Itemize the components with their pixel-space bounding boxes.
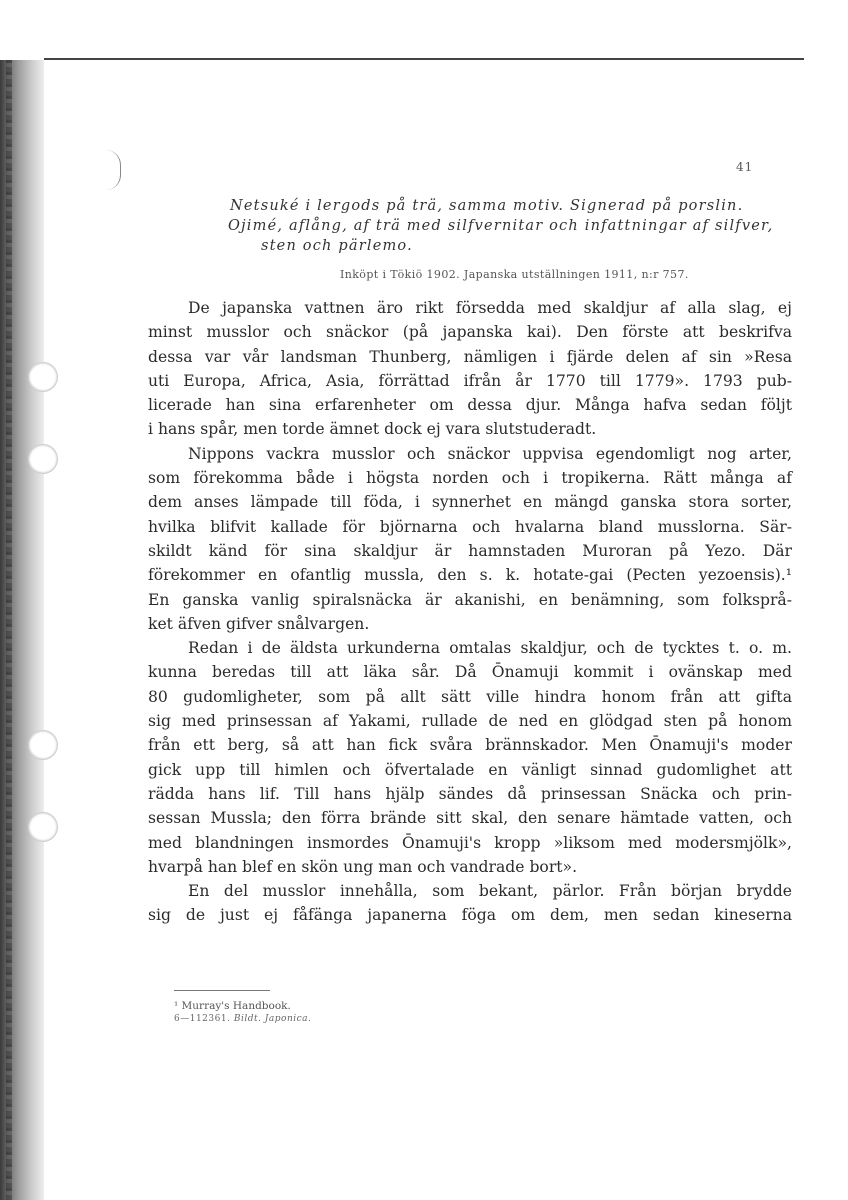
caption-line: Netsuké i lergods på trä, samma motiv. Signerad på porslin. xyxy=(230,198,744,214)
text-line: förekommer en ofantlig mussla, den s. k. hotate-gai (Pecten yezoensis).¹ xyxy=(148,566,792,585)
text-line: hvilka blifvit kallade för björnarna och hvalarna bland musslorna. Sär- xyxy=(148,517,792,536)
text-line: i hans spår, men torde ämnet dock ej vara slutstuderadt. xyxy=(148,420,597,439)
punch-hole xyxy=(28,812,58,842)
printer-imprint xyxy=(174,1014,311,1024)
text-line: ket äfven gifver snålvargen. xyxy=(148,614,370,633)
text-line: 80 gudomligheter, som på allt sätt ville hindra honom från att gifta xyxy=(148,687,792,706)
text-line: En ganska vanlig spiralsnäcka är akanishi, en benämning, som folksprå- xyxy=(148,590,792,609)
punch-hole xyxy=(28,730,58,760)
caption-line: sten och pärlemo. xyxy=(261,238,413,254)
binding-strip xyxy=(0,60,44,1200)
text-line: sig de just ej fåfänga japanerna föga om dem, men sedan kineserna xyxy=(148,906,792,925)
text-line: sig med prinsessan af Yakami, rullade de ned en glödgad sten på honom xyxy=(148,712,792,731)
margin-mark xyxy=(106,150,121,190)
text-line: minst musslor och snäckor (på japanska kai). Den förste att beskrifva xyxy=(148,323,792,342)
paragraph xyxy=(148,636,792,879)
text-line: dessa var vår landsman Thunberg, nämligen i fjärde delen af sin »Resa xyxy=(148,347,792,366)
illustration-caption xyxy=(230,196,790,256)
text-line: som förekomma både i högsta norden och i tropikerna. Rätt många af xyxy=(148,469,792,488)
top-rule xyxy=(44,58,804,60)
acquisition-note: Inköpt i Tökiö 1902. Japanska utställningen 1911, n:r 757. xyxy=(340,268,689,281)
text-line: Redan i de äldsta urkunderna omtalas skaldjur, och de tycktes t. o. m. xyxy=(188,639,792,658)
caption-line: Ojimé, aflång, af trä med silfvernitar och infattningar af silfver, xyxy=(228,218,774,234)
text-line: hvarpå han blef en skön ung man och vandrade bort». xyxy=(148,857,578,876)
text-line: En del musslor innehålla, som bekant, pärlor. Från början brydde xyxy=(188,882,792,901)
text-line: licerade han sina erfarenheter om dessa djur. Många hafva sedan följt xyxy=(148,396,792,415)
paragraph xyxy=(148,296,792,442)
imprint-number: 6—112361. xyxy=(174,1014,231,1024)
text-line: sessan Mussla; den förra brände sitt skal, den senare hämtade vatten, och xyxy=(148,809,792,828)
footnote-rule xyxy=(174,990,270,991)
text-line: rädda hans lif. Till hans hjälp sändes då prinsessan Snäcka och prin- xyxy=(148,784,792,803)
text-line: kunna beredas till att läka sår. Då Ōnamuji kommit i ovänskap med xyxy=(148,663,792,682)
text-line: från ett berg, så att han fick svåra brännskador. Men Ōnamuji's moder xyxy=(148,736,792,755)
punch-hole xyxy=(28,444,58,474)
page-number: 41 xyxy=(736,160,754,174)
text-line: Nippons vackra musslor och snäckor uppvisa egendomligt nog arter, xyxy=(188,444,792,463)
text-line: med blandningen insmordes Ōnamuji's kropp »liksom med modersmjölk», xyxy=(148,833,792,852)
imprint-title: Bildt. Japonica. xyxy=(233,1014,312,1024)
text-line: uti Europa, Africa, Asia, förrättad ifrån år 1770 till 1779». 1793 pub- xyxy=(148,371,792,390)
text-line: gick upp till himlen och öfvertalade en vänligt sinnad gudomlighet att xyxy=(148,760,792,779)
paragraph xyxy=(148,879,792,928)
punch-hole xyxy=(28,362,58,392)
text-line: De japanska vattnen äro rikt försedda med skaldjur af alla slag, ej xyxy=(188,299,792,317)
text-line: skildt känd för sina skaldjur är hamnstaden Muroran på Yezo. Där xyxy=(148,541,792,560)
footnote: ¹ Murray's Handbook. xyxy=(174,1000,291,1012)
body-text xyxy=(148,296,792,928)
text-line: dem anses lämpade till föda, i synnerhet en mängd ganska stora sorter, xyxy=(148,493,792,512)
paragraph xyxy=(148,442,792,636)
